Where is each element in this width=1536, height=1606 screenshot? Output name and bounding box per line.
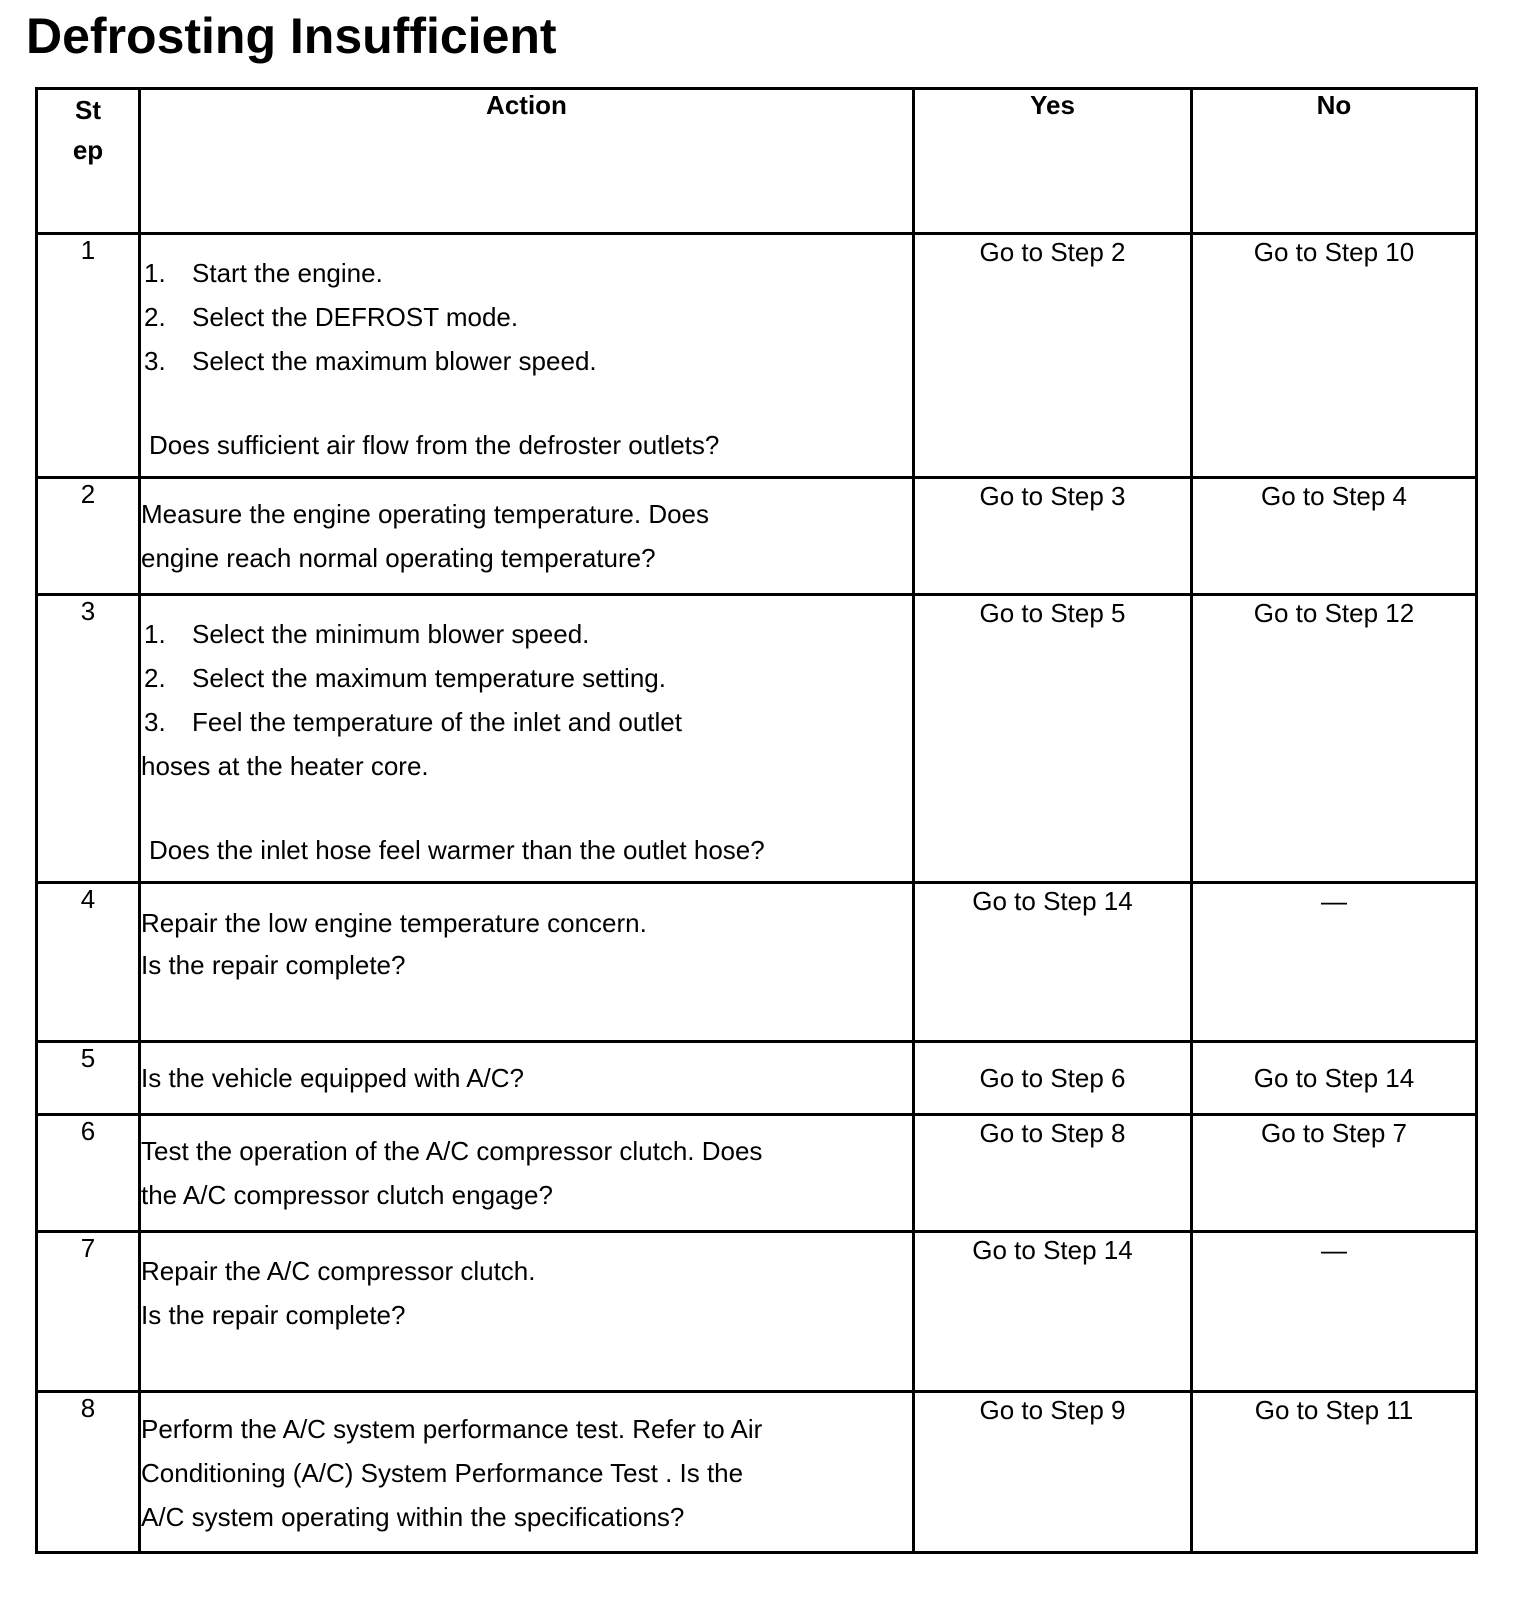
header-row	[37, 89, 1477, 234]
action-cell	[140, 1115, 914, 1232]
action-cell	[140, 595, 914, 883]
action-continuation: hoses at the heater core.	[141, 751, 429, 781]
page-title: Defrosting Insufficient	[26, 8, 557, 64]
list-item-text: Feel the temperature of the inlet and outlet	[192, 707, 682, 737]
action-question: Does the inlet hose feel warmer than the outlet hose?	[149, 835, 765, 865]
action-cell	[140, 883, 914, 1042]
header-yes: Yes	[914, 89, 1192, 234]
list-item-number: 1.	[144, 619, 166, 649]
list-item-number: 1.	[144, 258, 166, 288]
diagnostic-table	[35, 87, 1478, 1554]
header-no: No	[1192, 89, 1477, 234]
table-header	[37, 89, 1477, 234]
action-line: Is the repair complete?	[141, 1300, 406, 1330]
list-item-number: 2.	[144, 663, 166, 693]
yes-cell: Go to Step 2	[914, 234, 1192, 478]
action-cell	[140, 234, 914, 478]
list-item-text: Select the maximum temperature setting.	[192, 663, 666, 693]
step-number: 1	[37, 234, 140, 478]
action-line: Test the operation of the A/C compressor clutch. Does	[141, 1136, 763, 1166]
list-item	[141, 339, 912, 383]
list-item-number: 3.	[144, 346, 166, 376]
table-row	[37, 1115, 1477, 1232]
no-cell: Go to Step 12	[1192, 595, 1477, 883]
action-list	[141, 251, 912, 383]
yes-cell: Go to Step 8	[914, 1115, 1192, 1232]
yes-cell: Go to Step 9	[914, 1392, 1192, 1553]
action-line: engine reach normal operating temperature?	[141, 543, 656, 573]
no-cell: Go to Step 11	[1192, 1392, 1477, 1553]
action-cell	[140, 1042, 914, 1115]
table-row	[37, 595, 1477, 883]
action-line: the A/C compressor clutch engage?	[141, 1180, 553, 1210]
step-number: 6	[37, 1115, 140, 1232]
step-number: 2	[37, 478, 140, 595]
no-cell: —	[1192, 1232, 1477, 1392]
yes-cell: Go to Step 14	[914, 883, 1192, 1042]
action-line: Measure the engine operating temperature. Does	[141, 499, 710, 529]
action-line: Conditioning (A/C) System Performance Test . Is the	[141, 1458, 744, 1488]
action-line: A/C system operating within the specifications?	[141, 1502, 685, 1532]
table-row	[37, 1392, 1477, 1553]
no-cell: Go to Step 4	[1192, 478, 1477, 595]
no-cell: Go to Step 10	[1192, 234, 1477, 478]
header-step	[37, 89, 140, 234]
list-item	[141, 612, 912, 656]
yes-cell: Go to Step 5	[914, 595, 1192, 883]
list-item-text: Select the DEFROST mode.	[192, 302, 519, 332]
yes-cell: Go to Step 3	[914, 478, 1192, 595]
step-number: 3	[37, 595, 140, 883]
no-cell: —	[1192, 883, 1477, 1042]
action-line: Perform the A/C system performance test. Refer to Air	[141, 1414, 763, 1444]
action-line: Is the repair complete?	[141, 950, 406, 980]
action-line: Repair the low engine temperature concern.	[141, 908, 647, 938]
list-item	[141, 656, 912, 700]
no-cell: Go to Step 7	[1192, 1115, 1477, 1232]
yes-cell: Go to Step 6	[914, 1042, 1192, 1115]
table-row	[37, 478, 1477, 595]
step-number: 4	[37, 883, 140, 1042]
list-item	[141, 700, 912, 744]
list-item-text: Select the minimum blower speed.	[192, 619, 590, 649]
action-cell	[140, 478, 914, 595]
header-action: Action	[140, 89, 914, 234]
list-item-number: 3.	[144, 707, 166, 737]
yes-cell: Go to Step 14	[914, 1232, 1192, 1392]
list-item-number: 2.	[144, 302, 166, 332]
step-number: 7	[37, 1232, 140, 1392]
action-cell	[140, 1392, 914, 1553]
header-step-line2: ep	[72, 135, 104, 165]
table-row	[37, 234, 1477, 478]
action-cell	[140, 1232, 914, 1392]
table-row	[37, 1232, 1477, 1392]
action-list	[141, 612, 912, 744]
action-question: Does sufficient air flow from the defroster outlets?	[149, 430, 720, 460]
list-item	[141, 295, 912, 339]
no-cell: Go to Step 14	[1192, 1042, 1477, 1115]
table-row	[37, 1042, 1477, 1115]
step-number: 5	[37, 1042, 140, 1115]
action-line: Is the vehicle equipped with A/C?	[141, 1063, 525, 1093]
header-step-line1: St	[75, 95, 101, 125]
list-item-text: Select the maximum blower speed.	[192, 346, 597, 376]
action-line: Repair the A/C compressor clutch.	[141, 1256, 536, 1286]
table-row	[37, 883, 1477, 1042]
step-number: 8	[37, 1392, 140, 1553]
list-item	[141, 251, 912, 295]
list-item-text: Start the engine.	[192, 258, 383, 288]
